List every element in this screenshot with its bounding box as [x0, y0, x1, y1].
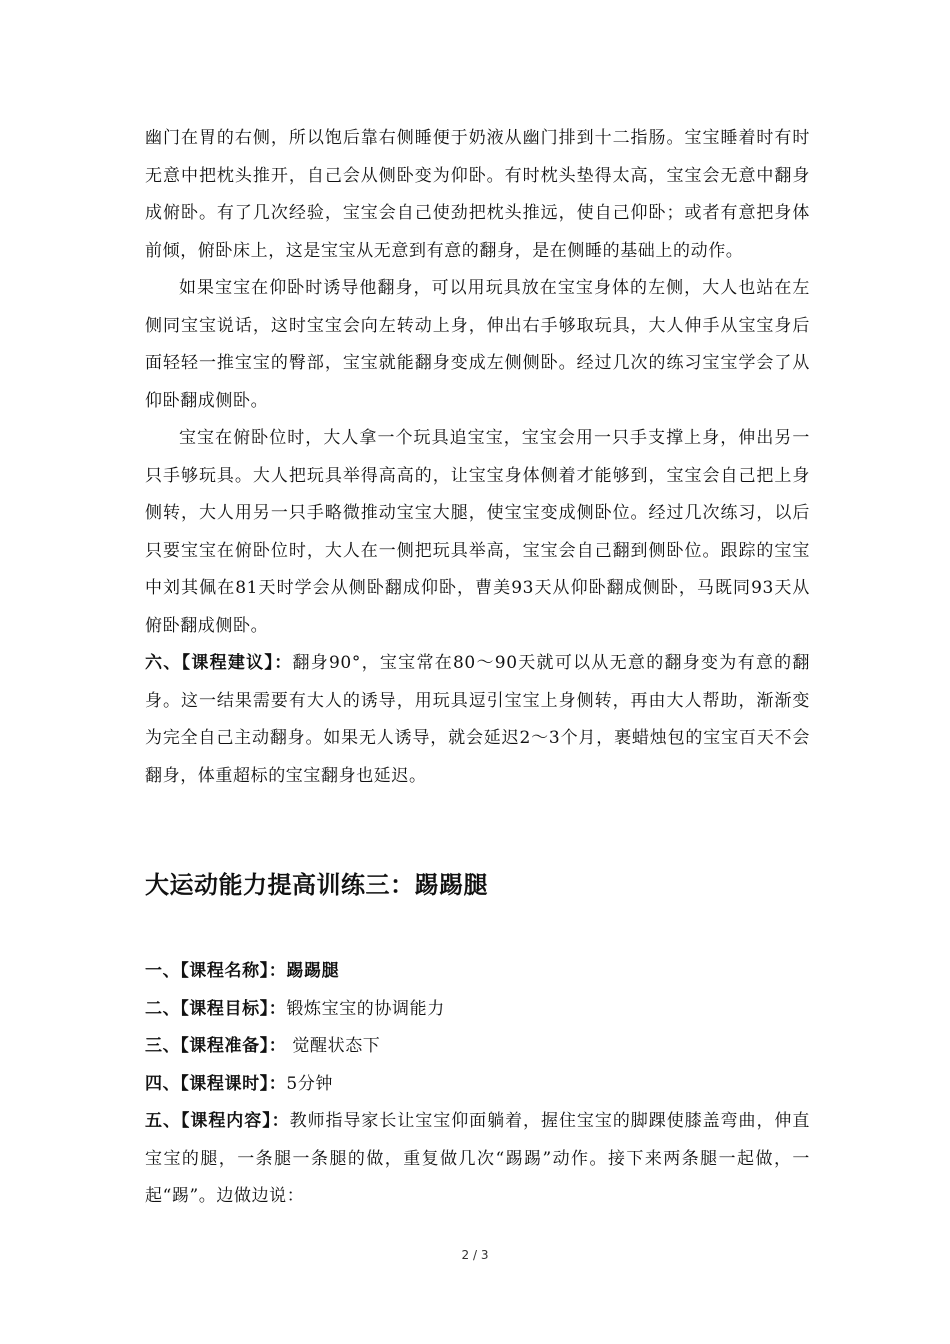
- item-value: 觉醒状态下: [286, 1036, 381, 1056]
- item-label: 三、【课程准备】：: [145, 1036, 287, 1056]
- course-item-name: [145, 953, 810, 991]
- item-value: 踢踢腿: [286, 961, 340, 981]
- paragraph-3: 宝宝在俯卧位时，大人拿一个玩具追宝宝，宝宝会用一只手支撑上身，伸出另一只手够玩具。大人把玩具举得高高的，让宝宝身体侧着才能够到，宝宝会自己把上身侧转，大人用另一只手略微推动宝宝大腿，使宝宝变成侧卧位。经过几次练习，以后只要宝宝在俯卧位时，大人在一侧把玩具举高，宝宝会自己翻到侧卧位。跟踪的宝宝中刘其佩在81天时学会从侧卧翻成仰卧，曹美93天从仰卧翻成侧卧，马既同93天从俯卧翻成侧卧。: [145, 428, 810, 636]
- course-item-content: [145, 1103, 810, 1216]
- paragraph-2: 如果宝宝在仰卧时诱导他翻身，可以用玩具放在宝宝身体的左侧，大人也站在左侧同宝宝说话，这时宝宝会向左转动上身，伸出右手够取玩具，大人伸手从宝宝身后面轻轻一推宝宝的臀部，宝宝就能翻身变成左侧侧卧。经过几次的练习宝宝学会了从仰卧翻成侧卧。: [145, 278, 810, 411]
- advice-label: 六、【课程建议】：: [145, 653, 293, 673]
- course-item-list: [145, 953, 810, 1216]
- course-item-duration: [145, 1066, 810, 1104]
- advice-paragraph: [145, 645, 810, 795]
- advice-text: 翻身90°，宝宝常在80～90天就可以从无意的翻身变为有意的翻身。这一结果需要有大人的诱导，用玩具逗引宝宝上身侧转，再由大人帮助，渐渐变为完全自己主动翻身。如果无人诱导，就会延迟2～3个月，裹蜡烛包的宝宝百天不会翻身，体重超标的宝宝翻身也延迟。: [145, 653, 810, 786]
- paragraph-1: 幽门在胃的右侧，所以饱后靠右侧睡便于奶液从幽门排到十二指肠。宝宝睡着时有时无意中把枕头推开，自己会从侧卧变为仰卧。有时枕头垫得太高，宝宝会无意中翻身成俯卧。有了几次经验，宝宝会自己使劲把枕头推远，使自己仰卧；或者有意把身体前倾，俯卧床上，这是宝宝从无意到有意的翻身，是在侧睡的基础上的动作。: [145, 128, 810, 261]
- item-value: 教师指导家长让宝宝仰面躺着，握住宝宝的脚踝使膝盖弯曲，伸直宝宝的腿，一条腿一条腿的做，重复做几次“踢踢”动作。接下来两条腿一起做，一起“踢”。边做边说：: [145, 1111, 810, 1206]
- page-content: [145, 120, 810, 1216]
- item-label: 五、【课程内容】：: [145, 1111, 290, 1131]
- item-value: 锻炼宝宝的协调能力: [286, 998, 445, 1019]
- item-label: 二、【课程目标】：: [145, 998, 287, 1019]
- item-label: 四、【课程课时】：: [145, 1073, 287, 1094]
- item-value: 5分钟: [286, 1073, 334, 1094]
- page-number: 2 / 3: [461, 1248, 489, 1262]
- section-title: 大运动能力提高训练三：踢踢腿: [145, 871, 488, 899]
- course-item-preparation: [145, 1028, 810, 1066]
- item-label: 一、【课程名称】：: [145, 961, 287, 981]
- course-item-goal: [145, 991, 810, 1029]
